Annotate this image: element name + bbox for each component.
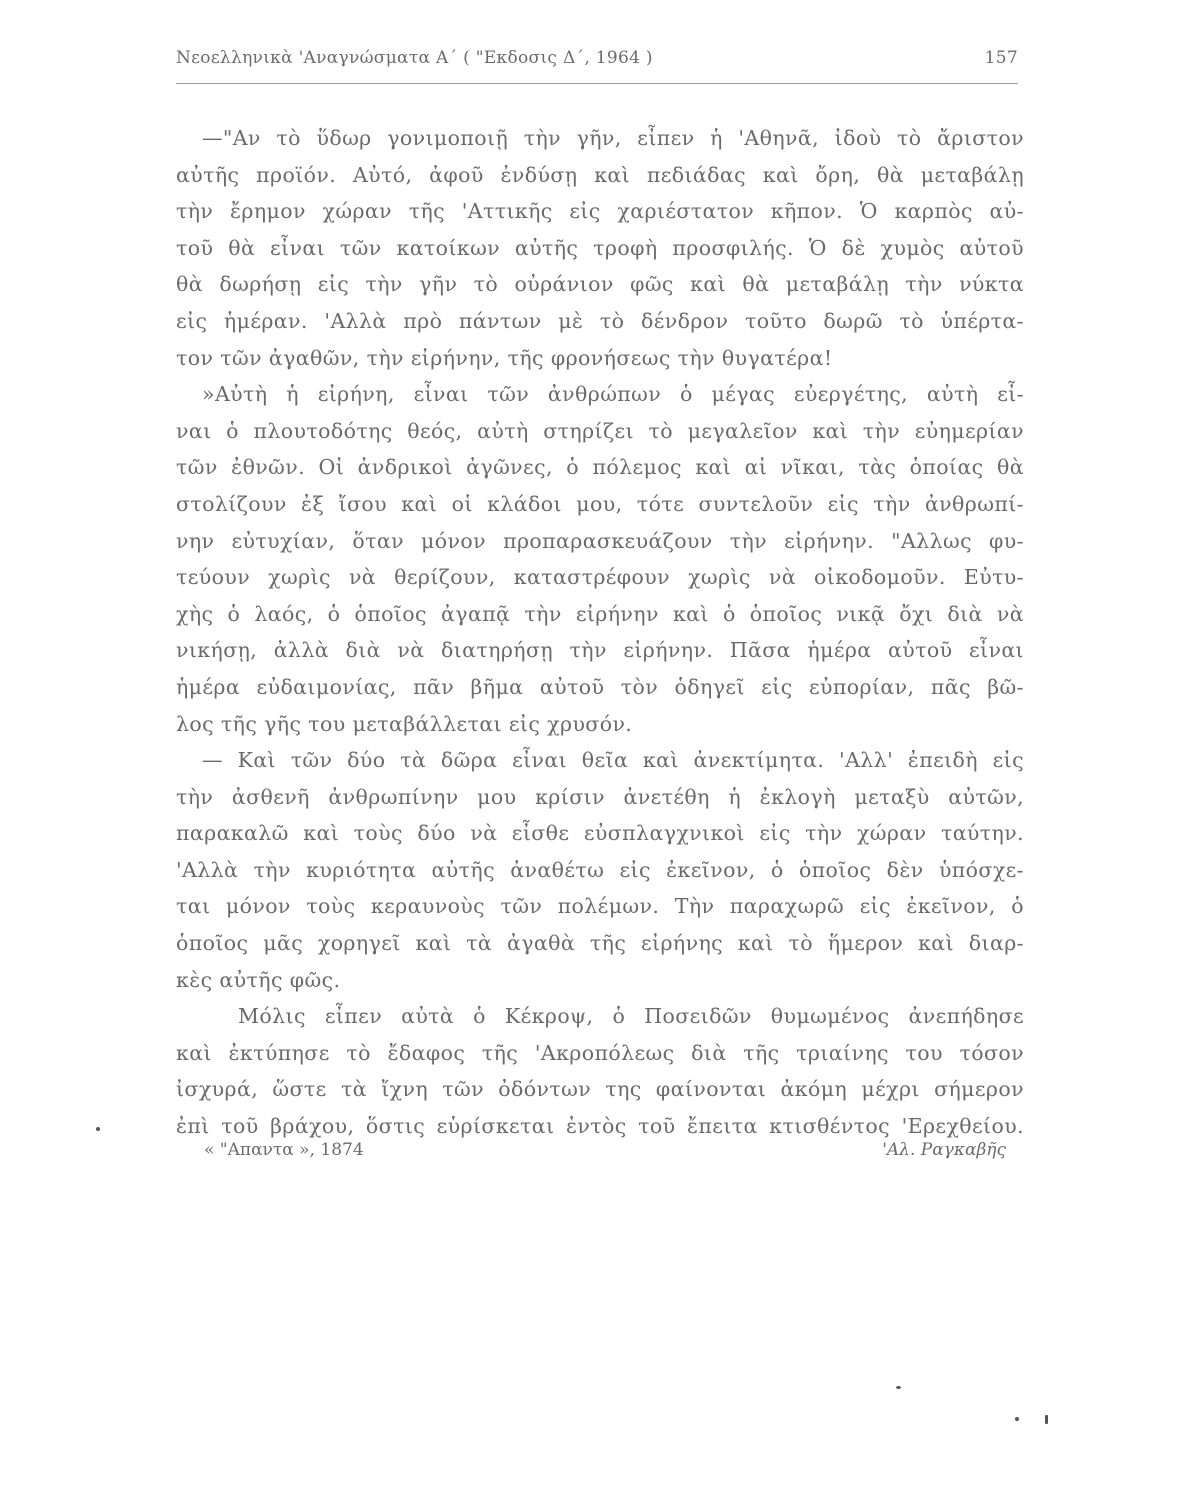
- text-line: — Καὶ τῶν δύο τὰ δῶρα εἶναι θεῖα καὶ ἀνεκτίμητα. 'Αλλ' ἐπειδὴ εἰς: [202, 748, 1024, 773]
- text-line: νικήσῃ, ἀλλὰ διὰ νὰ διατηρήσῃ τὴν εἰρήνην. Πᾶσα ἡμέρα αὐτοῦ εἶναι: [176, 638, 1024, 663]
- scan-speck: [1015, 1417, 1019, 1421]
- text-line: τον τῶν ἀγαθῶν, τὴν εἰρήνην, τῆς φρονήσεως τὴν θυγατέρα!: [176, 345, 833, 370]
- page-number: 157: [984, 48, 1018, 68]
- text-line: »Αὐτὴ ἡ εἰρήνη, εἶναι τῶν ἀνθρώπων ὁ μέγας εὐεργέτης, αὐτὴ εἶ-: [202, 382, 1024, 407]
- source-footer: [176, 1140, 1006, 1170]
- text-line: νην εὐτυχίαν, ὅταν μόνον προπαρασκευάζουν τὴν εἰρήνην. "Αλλως φυ-: [176, 528, 1024, 553]
- paragraph-athena-speech: [176, 120, 1024, 376]
- text-line: αὐτῆς προϊόν. Αὐτό, ἀφοῦ ἐνδύσῃ καὶ πεδιάδας καὶ ὄρη, θὰ μεταβάλῃ: [176, 162, 1024, 187]
- text-line: λος τῆς γῆς του μεταβάλλεται εἰς χρυσόν.: [176, 711, 633, 736]
- text-line: 'Αλλὰ τὴν κυριότητα αὐτῆς ἀναθέτω εἰς ἐκεῖνον, ὁ ὁποῖος δὲν ὑπόσχε-: [176, 857, 1024, 882]
- text-line: ὁποῖος μᾶς χορηγεῖ καὶ τὰ ἀγαθὰ τῆς εἰρήνης καὶ τὸ ἥμερον καὶ διαρ-: [176, 931, 1024, 956]
- text-line: παρακαλῶ καὶ τοὺς δύο νὰ εἶσθε εὐσπλαγχνικοὶ εἰς τὴν χώραν ταύτην.: [176, 821, 1024, 846]
- header-rule: [176, 83, 1018, 84]
- text-line: Μόλις εἶπεν αὐτὰ ὁ Κέκροψ, ὁ Ποσειδῶν θυμωμένος ἀνεπήδησε: [238, 1004, 1024, 1029]
- text-line: κὲς αὐτῆς φῶς.: [176, 967, 341, 992]
- source-citation: « "Απαντα », 1874: [204, 1140, 364, 1160]
- text-line: ἰσχυρά, ὥστε τὰ ἴχνη τῶν ὀδόντων της φαίνονται ἀκόμη μέχρι σήμερον: [176, 1077, 1024, 1102]
- author-signature: 'Αλ. Ραγκαβῆς: [882, 1140, 1006, 1160]
- text-line: ἐπὶ τοῦ βράχου, ὅστις εὑρίσκεται ἐντὸς τοῦ ἔπειτα κτισθέντος 'Ερεχθείου.: [176, 1114, 1024, 1139]
- text-line: τὴν ἔρημον χώραν τῆς 'Αττικῆς εἰς χαριέστατον κῆπον. Ὁ καρπὸς αὐ-: [176, 199, 1024, 224]
- page-header: [176, 48, 1018, 74]
- text-line: εἰς ἡμέραν. 'Αλλὰ πρὸ πάντων μὲ τὸ δένδρον τοῦτο δωρῶ τὸ ὑπέρτα-: [176, 308, 1024, 333]
- text-line: θὰ δωρήσῃ εἰς τὴν γῆν τὸ οὐράνιον φῶς καὶ θὰ μεταβάλῃ τὴν νύκτα: [176, 272, 1024, 297]
- paragraph-peace: [176, 376, 1024, 742]
- scan-speck: [1045, 1415, 1048, 1424]
- paragraph-kekrops-judgment: [176, 742, 1024, 998]
- running-title: Νεοελληνικὰ 'Αναγνώσματα Α΄ ( "Εκδοσις Δ΄, 1964 ): [176, 48, 653, 68]
- text-line: τὴν ἀσθενῆ ἀνθρωπίνην μου κρίσιν ἀνετέθη ἡ ἐκλογὴ μεταξὺ αὐτῶν,: [176, 784, 1024, 809]
- scan-speck: [896, 1386, 901, 1389]
- text-line: τῶν ἐθνῶν. Οἱ ἀνδρικοὶ ἀγῶνες, ὁ πόλεμος καὶ αἱ νῖκαι, τὰς ὁποίας θὰ: [176, 455, 1024, 480]
- scan-speck: [96, 1127, 100, 1131]
- paragraph-poseidon: [176, 998, 1024, 1144]
- text-line: ναι ὁ πλουτοδότης θεός, αὐτὴ στηρίζει τὸ μεγαλεῖον καὶ τὴν εὐημερίαν: [176, 418, 1024, 443]
- text-line: ται μόνον τοὺς κεραυνοὺς τῶν πολέμων. Τὴν παραχωρῶ εἰς ἐκεῖνον, ὁ: [176, 894, 1024, 919]
- body-text: [176, 120, 1024, 1145]
- text-line: —"Αν τὸ ὕδωρ γονιμοποιῇ τὴν γῆν, εἶπεν ἡ 'Αθηνᾶ, ἰδοὺ τὸ ἄριστον: [202, 126, 1024, 150]
- text-line: χὴς ὁ λαός, ὁ ὁποῖος ἀγαπᾷ τὴν εἰρήνην καὶ ὁ ὁποῖος νικᾷ ὄχι διὰ νὰ: [176, 601, 1024, 626]
- text-line: καὶ ἐκτύπησε τὸ ἔδαφος τῆς 'Ακροπόλεως διὰ τῆς τριαίνης του τόσον: [176, 1040, 1024, 1065]
- text-line: ἡμέρα εὐδαιμονίας, πᾶν βῆμα αὐτοῦ τὸν ὁδηγεῖ εἰς εὐπορίαν, πᾶς βῶ-: [176, 674, 1024, 699]
- text-line: στολίζουν ἐξ ἴσου καὶ οἱ κλάδοι μου, τότε συντελοῦν εἰς τὴν ἀνθρωπί-: [176, 491, 1024, 516]
- text-line: τοῦ θὰ εἶναι τῶν κατοίκων αὐτῆς τροφὴ προσφιλής. Ὁ δὲ χυμὸς αὐτοῦ: [176, 235, 1024, 260]
- text-line: τεύουν χωρὶς νὰ θερίζουν, καταστρέφουν χωρὶς νὰ οἰκοδομοῦν. Εὐτυ-: [176, 565, 1024, 590]
